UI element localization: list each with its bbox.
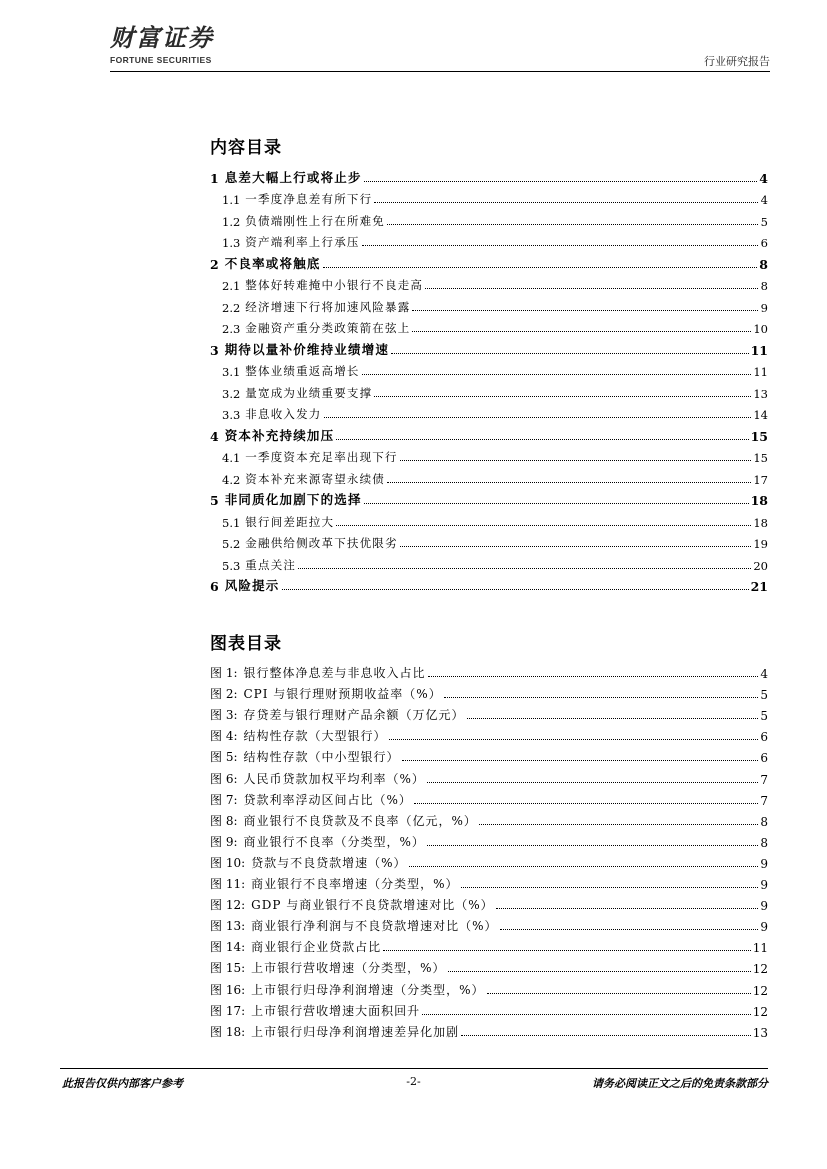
figure-dot-leader — [428, 676, 758, 677]
toc-entry[interactable] — [210, 487, 768, 509]
figure-dot-leader — [461, 1035, 751, 1036]
toc-entry-title: 息差大幅上行或将止步 — [224, 169, 362, 185]
toc-entry-page: 20 — [753, 558, 768, 573]
toc-dot-leader — [374, 396, 751, 397]
figure-dot-leader — [487, 993, 751, 994]
toc-entry-number: 3.3 — [222, 408, 241, 422]
figure-entry-title: 上市银行归母净利润增速差异化加剧 — [251, 1024, 460, 1039]
toc-entry[interactable] — [210, 358, 768, 380]
toc-entry-title: 风险提示 — [224, 578, 280, 593]
toc-entry-page: 17 — [753, 472, 768, 487]
toc-entry-number: 3 — [210, 342, 219, 358]
figure-entry[interactable] — [210, 934, 768, 955]
toc-entry-page: 8 — [759, 256, 768, 272]
figure-entry-label: 图 17: — [210, 1003, 246, 1018]
contents-toc — [210, 164, 768, 594]
toc-dot-leader — [364, 181, 758, 182]
toc-dot-leader — [412, 310, 758, 311]
figure-entry-page: 12 — [752, 983, 768, 998]
toc-entry-page: 10 — [753, 322, 768, 336]
figure-entry[interactable] — [210, 976, 768, 997]
figure-entry-label: 图 8: — [210, 813, 238, 828]
figure-entry[interactable] — [210, 808, 768, 829]
figure-entry-page: 11 — [752, 941, 768, 956]
header-divider — [110, 71, 770, 72]
toc-entry[interactable] — [210, 293, 768, 315]
figure-entry-page: 9 — [760, 920, 768, 935]
figure-entry-title: 贷款利率浮动区间占比（%） — [243, 792, 412, 807]
toc-entry-page: 11 — [753, 365, 768, 379]
figure-dot-leader — [448, 971, 751, 972]
toc-entry[interactable] — [210, 229, 768, 251]
figure-dot-leader — [500, 929, 758, 930]
figure-entry-page: 9 — [760, 899, 768, 914]
toc-entry-number: 5 — [210, 493, 219, 508]
figure-entry-label: 图 4: — [210, 729, 238, 744]
toc-dot-leader — [362, 245, 758, 246]
figure-entry-label: 图 5: — [210, 750, 238, 765]
toc-entry-title: 不良率或将触底 — [224, 255, 321, 271]
figure-entry-label: 图 3: — [210, 708, 238, 723]
toc-entry[interactable] — [210, 573, 768, 595]
figure-entry-title: GDP 与商业银行不良贷款增速对比（%） — [251, 898, 494, 913]
figure-entry[interactable] — [210, 723, 768, 744]
figure-dot-leader — [467, 718, 758, 719]
toc-entry[interactable] — [210, 465, 768, 487]
toc-entry-title: 资本补充持续加压 — [224, 427, 335, 443]
figure-entry[interactable] — [210, 681, 768, 702]
toc-entry-title: 金融资产重分类政策箭在弦上 — [245, 321, 411, 335]
figure-entry-page: 9 — [760, 878, 768, 893]
toc-entry-number: 2 — [210, 256, 219, 272]
toc-entry-number: 6 — [210, 579, 219, 594]
report-type-label: 行业研究报告 — [704, 55, 770, 68]
figure-dot-leader — [496, 908, 758, 909]
toc-dot-leader — [336, 439, 748, 440]
toc-entry-number: 1.1 — [222, 193, 241, 207]
toc-dot-leader — [400, 546, 752, 547]
page-number: -2- — [406, 1075, 421, 1088]
toc-entry-page: 21 — [750, 579, 768, 594]
toc-entry[interactable] — [210, 164, 768, 186]
toc-entry[interactable] — [210, 401, 768, 423]
footer-disclaimer-left: 此报告仅供内部客户参考 — [62, 1077, 183, 1090]
toc-entry-number: 5.1 — [222, 515, 241, 530]
toc-entry[interactable] — [210, 336, 768, 358]
toc-entry-title: 负债端刚性上行在所难免 — [245, 213, 385, 228]
figure-entry-page: 6 — [760, 730, 768, 745]
page-header — [80, 20, 770, 72]
figure-entry-page: 7 — [760, 793, 768, 808]
footer-disclaimer-right: 请务必阅读正文之后的免责条款部分 — [592, 1077, 768, 1090]
figure-entry[interactable] — [210, 998, 768, 1019]
toc-entry-title: 金融供给侧改革下扶优限劣 — [245, 536, 398, 550]
toc-dot-leader — [387, 482, 751, 483]
toc-entry-title: 整体业绩重返高增长 — [245, 364, 360, 378]
figure-dot-leader — [414, 803, 758, 804]
toc-dot-leader — [412, 331, 751, 332]
figure-entry-title: 结构性存款（中小型银行） — [243, 750, 400, 765]
toc-entry-number: 4 — [210, 428, 219, 444]
toc-dot-leader — [362, 374, 752, 375]
toc-entry-number: 2.1 — [222, 279, 241, 293]
toc-dot-leader — [364, 503, 749, 504]
figure-entry[interactable] — [210, 871, 768, 892]
figure-entry-label: 图 18: — [210, 1024, 246, 1039]
figure-entry-label: 图 1: — [210, 666, 238, 681]
toc-dot-leader — [400, 460, 752, 461]
figure-entry[interactable] — [210, 892, 768, 913]
toc-entry-page: 15 — [753, 451, 768, 465]
toc-dot-leader — [387, 224, 758, 225]
figure-entry-label: 图 11: — [210, 877, 246, 892]
figure-entry-title: 上市银行归母净利润增速（分类型，%） — [251, 982, 485, 997]
toc-entry-page: 9 — [760, 300, 768, 315]
figure-dot-leader — [461, 887, 758, 888]
toc-entry[interactable] — [210, 207, 768, 229]
toc-entry[interactable] — [210, 315, 768, 337]
figure-entry-page: 6 — [760, 751, 768, 766]
figure-entry-title: 上市银行营收增速（分类型，%） — [251, 961, 446, 976]
figure-entry-label: 图 15: — [210, 961, 246, 976]
figure-dot-leader — [402, 760, 758, 761]
toc-entry-title: 量宽成为业绩重要支撑 — [245, 385, 373, 400]
figure-entry-page: 12 — [752, 962, 768, 977]
toc-dot-leader — [324, 417, 752, 418]
figure-dot-leader — [383, 950, 751, 951]
toc-entry-page: 11 — [750, 342, 768, 358]
figure-entry-title: 商业银行不良率增速（分类型，%） — [251, 877, 459, 892]
toc-dot-leader — [425, 288, 758, 289]
toc-entry[interactable] — [210, 422, 768, 444]
toc-entry-title: 银行间差距拉大 — [245, 514, 335, 529]
figure-entry[interactable] — [210, 744, 768, 765]
figure-dot-leader — [427, 782, 758, 783]
figure-dot-leader — [427, 845, 758, 846]
toc-entry-page: 4 — [760, 193, 768, 207]
figure-entry-label: 图 12: — [210, 898, 246, 913]
figure-entry-label: 图 7: — [210, 792, 238, 807]
toc-entry-title: 一季度净息差有所下行 — [245, 192, 373, 206]
toc-entry-title: 非同质化加剧下的选择 — [224, 492, 362, 507]
toc-entry-number: 4.1 — [222, 451, 241, 465]
toc-entry[interactable] — [210, 444, 768, 466]
figure-entry-page: 7 — [760, 772, 768, 787]
figure-entry[interactable] — [210, 1019, 768, 1040]
toc-entry-page: 14 — [753, 408, 768, 422]
figure-entry-title: 商业银行企业贷款占比 — [251, 940, 382, 955]
figure-entry-label: 图 13: — [210, 919, 246, 934]
figure-entry-title: 存贷差与银行理财产品余额（万亿元） — [243, 708, 465, 723]
logo-chinese-name: 财富证券 — [110, 23, 214, 52]
figure-entry-title: 商业银行不良率（分类型，%） — [243, 834, 425, 849]
toc-entry-page: 15 — [750, 428, 768, 444]
toc-entry-title: 资产端利率上行承压 — [245, 235, 360, 249]
toc-entry-title: 整体好转难掩中小银行不良走高 — [245, 278, 424, 292]
toc-entry-page: 18 — [753, 515, 768, 530]
toc-entry-page: 4 — [759, 170, 768, 186]
figure-entry-title: 人民币贷款加权平均利率（%） — [243, 771, 425, 786]
figure-entry-title: 上市银行营收增速大面积回升 — [251, 1003, 421, 1018]
figure-entry[interactable] — [210, 787, 768, 808]
figure-entry[interactable] — [210, 660, 768, 681]
figure-entry-title: CPI 与银行理财预期收益率（%） — [243, 687, 442, 702]
toc-dot-leader — [391, 353, 748, 354]
figure-entry-title: 贷款与不良贷款增速（%） — [251, 855, 407, 870]
toc-entry[interactable] — [210, 250, 768, 272]
figure-entry[interactable] — [210, 850, 768, 871]
figure-entry[interactable] — [210, 955, 768, 976]
toc-entry-page: 19 — [753, 537, 768, 551]
company-logo — [110, 24, 214, 65]
toc-title: 内容目录 — [210, 138, 282, 158]
figure-entry[interactable] — [210, 765, 768, 786]
figure-entry-page: 4 — [760, 667, 768, 682]
figure-entry-title: 结构性存款（大型银行） — [243, 729, 387, 744]
toc-dot-leader — [374, 202, 758, 203]
toc-entry-number: 2.2 — [222, 300, 241, 315]
toc-entry[interactable] — [210, 186, 768, 208]
figure-entry-label: 图 6: — [210, 771, 238, 786]
toc-entry[interactable] — [210, 272, 768, 294]
figure-entry-page: 13 — [752, 1025, 768, 1040]
toc-entry-page: 18 — [750, 493, 768, 508]
toc-entry-title: 资本补充来源寄望永续债 — [245, 471, 385, 486]
figure-entry-page: 5 — [760, 709, 768, 724]
figure-entry-page: 8 — [760, 814, 768, 829]
toc-entry-title: 重点关注 — [245, 557, 297, 572]
figure-entry-label: 图 2: — [210, 687, 238, 702]
toc-entry-number: 3.1 — [222, 365, 241, 379]
toc-entry[interactable] — [210, 530, 768, 552]
toc-entry-number: 2.3 — [222, 322, 241, 336]
figure-entry-label: 图 9: — [210, 834, 238, 849]
logo-english-name: FORTUNE SECURITIES — [110, 55, 212, 65]
figure-entry-label: 图 16: — [210, 982, 246, 997]
toc-entry-number: 4.2 — [222, 472, 241, 487]
figure-entry-label: 图 10: — [210, 855, 246, 870]
figure-dot-leader — [444, 697, 758, 698]
toc-entry[interactable] — [210, 379, 768, 401]
toc-entry-number: 1.3 — [222, 236, 241, 250]
figure-dot-leader — [479, 824, 758, 825]
figure-entry[interactable] — [210, 829, 768, 850]
figure-dot-leader — [389, 739, 758, 740]
toc-dot-leader — [323, 267, 758, 268]
toc-entry-title: 非息收入发力 — [245, 407, 322, 421]
figure-dot-leader — [409, 866, 758, 867]
figure-entry-page: 5 — [760, 688, 768, 703]
toc-entry-number: 1 — [210, 170, 219, 186]
toc-entry-number: 1.2 — [222, 214, 241, 229]
figure-entry[interactable] — [210, 913, 768, 934]
figure-entry[interactable] — [210, 702, 768, 723]
toc-dot-leader — [298, 568, 751, 569]
toc-entry-page: 8 — [760, 279, 768, 293]
toc-entry[interactable] — [210, 551, 768, 573]
figure-entry-title: 银行整体净息差与非息收入占比 — [243, 666, 426, 681]
toc-dot-leader — [282, 589, 749, 590]
figure-entry-page: 9 — [760, 856, 768, 871]
toc-dot-leader — [336, 525, 751, 526]
figure-entry-page: 8 — [760, 835, 768, 850]
toc-entry-number: 5.2 — [222, 537, 241, 551]
toc-entry[interactable] — [210, 508, 768, 530]
toc-entry-title: 经济增速下行将加速风险暴露 — [245, 299, 411, 314]
figure-entry-title: 商业银行净利润与不良贷款增速对比（%） — [251, 919, 498, 934]
toc-entry-page: 13 — [753, 386, 768, 401]
toc-entry-number: 3.2 — [222, 386, 241, 401]
toc-entry-title: 一季度资本充足率出现下行 — [245, 450, 398, 464]
figure-dot-leader — [422, 1014, 751, 1015]
toc-entry-page: 5 — [760, 214, 768, 229]
figure-entry-title: 商业银行不良贷款及不良率（亿元，%） — [243, 813, 477, 828]
toc-entry-title: 期待以量补价维持业绩增速 — [224, 341, 390, 357]
toc-entry-number: 5.3 — [222, 558, 241, 573]
toc-entry-page: 6 — [760, 236, 768, 250]
figures-toc-title: 图表目录 — [210, 634, 282, 654]
figures-toc — [210, 660, 768, 1040]
footer-divider — [60, 1068, 768, 1069]
figure-entry-page: 12 — [752, 1004, 768, 1019]
figure-entry-label: 图 14: — [210, 940, 246, 955]
